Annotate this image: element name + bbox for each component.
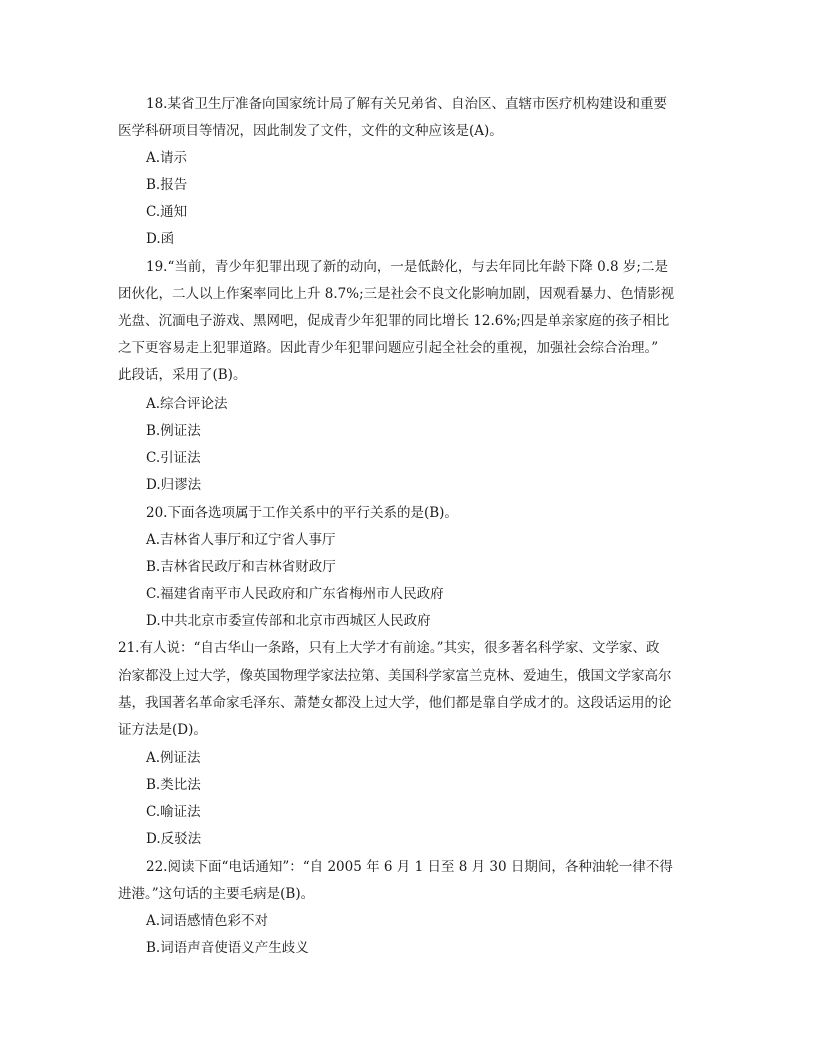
question-22-option-b: B.词语声音使语义产生歧义 — [146, 940, 309, 956]
question-21-option-b: B.类比法 — [146, 777, 201, 793]
question-19-stem-line-4: 之下更容易走上犯罪道路。因此青少年犯罪问题应引起全社会的重视，加强社会综合治理。” — [118, 340, 659, 356]
question-19-stem-line-2: 团伙化，二人以上作案率同比上升 8.7%;三是社会不良文化影响加剧，因观看暴力、色情影视 — [118, 286, 675, 302]
question-19-stem-line-5: 此段话，采用了(B)。 — [118, 367, 247, 383]
question-22-stem-line-2: 进港。”这句话的主要毛病是(B)。 — [118, 886, 315, 902]
question-21-option-a: A.例证法 — [146, 750, 201, 766]
question-19-stem-line-1: 19.“当前，青少年犯罪出现了新的动向，一是低龄化，与去年同比年龄下降 0.8 岁;二是 — [146, 259, 668, 275]
question-21-stem-line-4: 证方法是(D)。 — [118, 722, 207, 738]
question-22-stem-line-1: 22.阅读下面“电话通知”：“自 2005 年 6 月 1 日至 8 月 30 日期间，各种油轮一律不得 — [146, 859, 673, 875]
question-19-option-c: C.引证法 — [146, 450, 201, 466]
question-21-stem-line-2: 治家都没上过大学，像英国物理学家法拉第、美国科学家富兰克林、爱迪生，俄国文学家高尔 — [118, 668, 672, 684]
question-18-option-a: A.请示 — [146, 150, 188, 166]
question-22-option-a: A.词语感情色彩不对 — [146, 913, 269, 929]
question-20-option-a: A.吉林省人事厅和辽宁省人事厅 — [146, 532, 336, 548]
question-21-stem-line-3: 基，我国著名革命家毛泽东、萧楚女都没上过大学，他们都是靠自学成才的。这段话运用的论 — [118, 695, 672, 711]
question-20-option-b: B.吉林省民政厅和吉林省财政厅 — [146, 559, 336, 575]
question-20-option-c: C.福建省南平市人民政府和广东省梅州市人民政府 — [146, 586, 444, 602]
question-20-option-d: D.中共北京市委宣传部和北京市西城区人民政府 — [146, 613, 431, 629]
question-19-option-b: B.例证法 — [146, 423, 201, 439]
question-19-stem-line-3: 光盘、沉湎电子游戏、黑网吧，促成青少年犯罪的同比增长 12.6%;四是单亲家庭的孩子相比 — [118, 313, 670, 329]
question-18-option-b: B.报告 — [146, 177, 188, 193]
question-18-option-d: D.函 — [146, 231, 175, 247]
question-21-option-d: D.反驳法 — [146, 831, 202, 847]
question-18-stem-line-1: 18.某省卫生厅准备向国家统计局了解有关兄弟省、自治区、直辖市医疗机构建设和重要 — [146, 96, 667, 112]
question-21-stem-line-1: 21.有人说：“自古华山一条路，只有上大学才有前途。”其实，很多著名科学家、文学家、政 — [118, 640, 660, 656]
question-18-option-c: C.通知 — [146, 204, 188, 220]
question-18-stem-line-2: 医学科研项目等情况，因此制发了文件，文件的文种应该是(A)。 — [118, 123, 503, 139]
question-19-option-d: D.归谬法 — [146, 477, 202, 493]
question-19-option-a: A.综合评论法 — [146, 396, 228, 412]
question-20-stem-line-1: 20.下面各选项属于工作关系中的平行关系的是(B)。 — [146, 505, 458, 521]
question-21-option-c: C.喻证法 — [146, 804, 201, 820]
